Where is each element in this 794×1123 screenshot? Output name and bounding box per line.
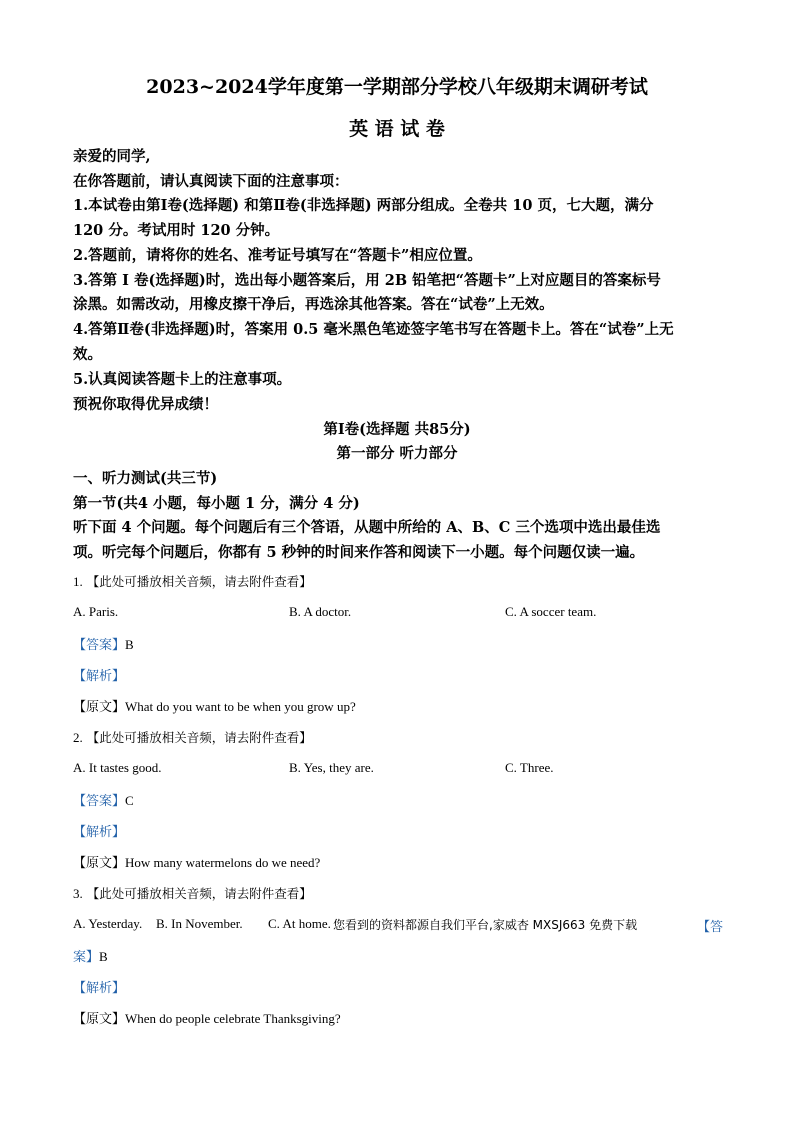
question-2-answer-row xyxy=(73,790,134,810)
notice-item-1-line-2: 120 分。考试用时 120 分钟。 xyxy=(73,222,280,239)
original-text: What do you want to be when you grow up? xyxy=(125,699,356,714)
question-1-option-a: A. Paris. xyxy=(73,604,119,619)
original-tag: 【原文】 xyxy=(73,700,126,715)
answer-value: C xyxy=(125,793,134,808)
exam-subtitle: 英 语 试 卷 xyxy=(349,118,445,140)
question-1-original-row xyxy=(73,696,356,716)
answer-tag-end: 案】 xyxy=(73,950,100,965)
question-1-option-c: C. A soccer team. xyxy=(505,604,597,619)
question-1-analysis-tag: 【解析】 xyxy=(73,669,126,684)
exam-title: 2023~2024学年度第一学期部分学校八年级期末调研考试 xyxy=(146,76,648,98)
question-3-analysis-tag: 【解析】 xyxy=(73,981,126,996)
question-2-option-a: A. It tastes good. xyxy=(73,760,162,775)
notice-item-3-line-2: 涂黑。如需改动，用橡皮擦干净后，再选涂其他答案。答在“试卷”上无效。 xyxy=(73,296,554,313)
volume-heading: 第Ⅰ卷(选择题 共85分) xyxy=(323,421,471,438)
question-3-option-c: C. At home. xyxy=(268,916,331,931)
question-3-option-b: B. In November. xyxy=(156,916,243,931)
question-2-option-c: C. Three. xyxy=(505,760,554,775)
question-3-answer-tag-start: 【答 xyxy=(697,920,724,935)
answer-value: B xyxy=(99,949,108,964)
question-1-answer-row xyxy=(73,634,134,654)
question-2-option-b: B. Yes, they are. xyxy=(289,760,374,775)
part-heading: 第一部分 听力部分 xyxy=(336,445,458,462)
instructions-line-2: 项。听完每个问题后，你都有 5 秒钟的时间来作答和阅读下一小题。每个问题仅读一遍。 xyxy=(73,544,645,561)
notice-item-1-line-1: 1.本试卷由第Ⅰ卷(选择题) 和第Ⅱ卷(非选择题) 两部分组成。全卷共 10 页，七大题，满分 xyxy=(73,197,654,214)
notice-item-5: 5.认真阅读答题卡上的注意事项。 xyxy=(73,371,292,388)
notice-item-3-line-1: 3.答第 Ⅰ 卷(选择题)时，选出每小题答案后，用 2B 铅笔把“答题卡”上对应题目的答案标号 xyxy=(73,272,661,289)
question-1-prompt-row xyxy=(73,572,312,591)
question-3-option-a: A. Yesterday. xyxy=(73,916,143,931)
original-text: How many watermelons do we need? xyxy=(125,855,321,870)
question-2-analysis-tag: 【解析】 xyxy=(73,825,126,840)
notice-wish: 预祝你取得优异成绩！ xyxy=(73,396,218,413)
original-text: When do people celebrate Thanksgiving? xyxy=(125,1011,341,1026)
question-2-prompt-row xyxy=(73,728,312,747)
instructions-line-1: 听下面 4 个问题。每个问题后有三个答语，从题中所给的 A、B、C 三个选项中选出最佳选 xyxy=(73,519,661,536)
notice-item-2: 2.答题前，请将你的姓名、准考证号填写在“答题卡”相应位置。 xyxy=(73,247,482,264)
question-number: 3. xyxy=(73,886,83,901)
notice-intro: 在你答题前，请认真阅读下面的注意事项： xyxy=(73,173,349,190)
question-3-original-row xyxy=(73,1008,341,1028)
original-tag: 【原文】 xyxy=(73,856,126,871)
listening-heading: 一、听力测试(共三节) xyxy=(73,470,218,487)
answer-tag: 【答案】 xyxy=(73,638,126,653)
original-tag: 【原文】 xyxy=(73,1012,126,1027)
audio-prompt[interactable]: 【此处可播放相关音频，请去附件查看】 xyxy=(86,886,312,901)
question-3-prompt-row xyxy=(73,884,312,903)
audio-prompt[interactable]: 【此处可播放相关音频，请去附件查看】 xyxy=(86,574,312,589)
question-number: 1. xyxy=(73,574,83,589)
answer-tag: 【答案】 xyxy=(73,794,126,809)
notice-item-4-line-1: 4.答第Ⅱ卷(非选择题)时，答案用 0.5 毫米黑色笔迹签字笔书写在答题卡上。答在“试卷”上无 xyxy=(73,321,674,338)
question-2-original-row xyxy=(73,852,320,872)
notice-greeting: 亲爱的同学, xyxy=(73,148,151,165)
watermark-text: 您看到的资料都源自我们平台,家威杏 MXSJ663 免费下载 xyxy=(333,918,638,932)
answer-value: B xyxy=(125,637,134,652)
subsection-heading: 第一节(共4 小题，每小题 1 分，满分 4 分) xyxy=(73,495,360,512)
notice-item-4-line-2: 效。 xyxy=(73,346,102,363)
question-3-answer-row xyxy=(73,946,108,966)
question-1-option-b: B. A doctor. xyxy=(289,604,352,619)
question-number: 2. xyxy=(73,730,83,745)
audio-prompt[interactable]: 【此处可播放相关音频，请去附件查看】 xyxy=(86,730,312,745)
